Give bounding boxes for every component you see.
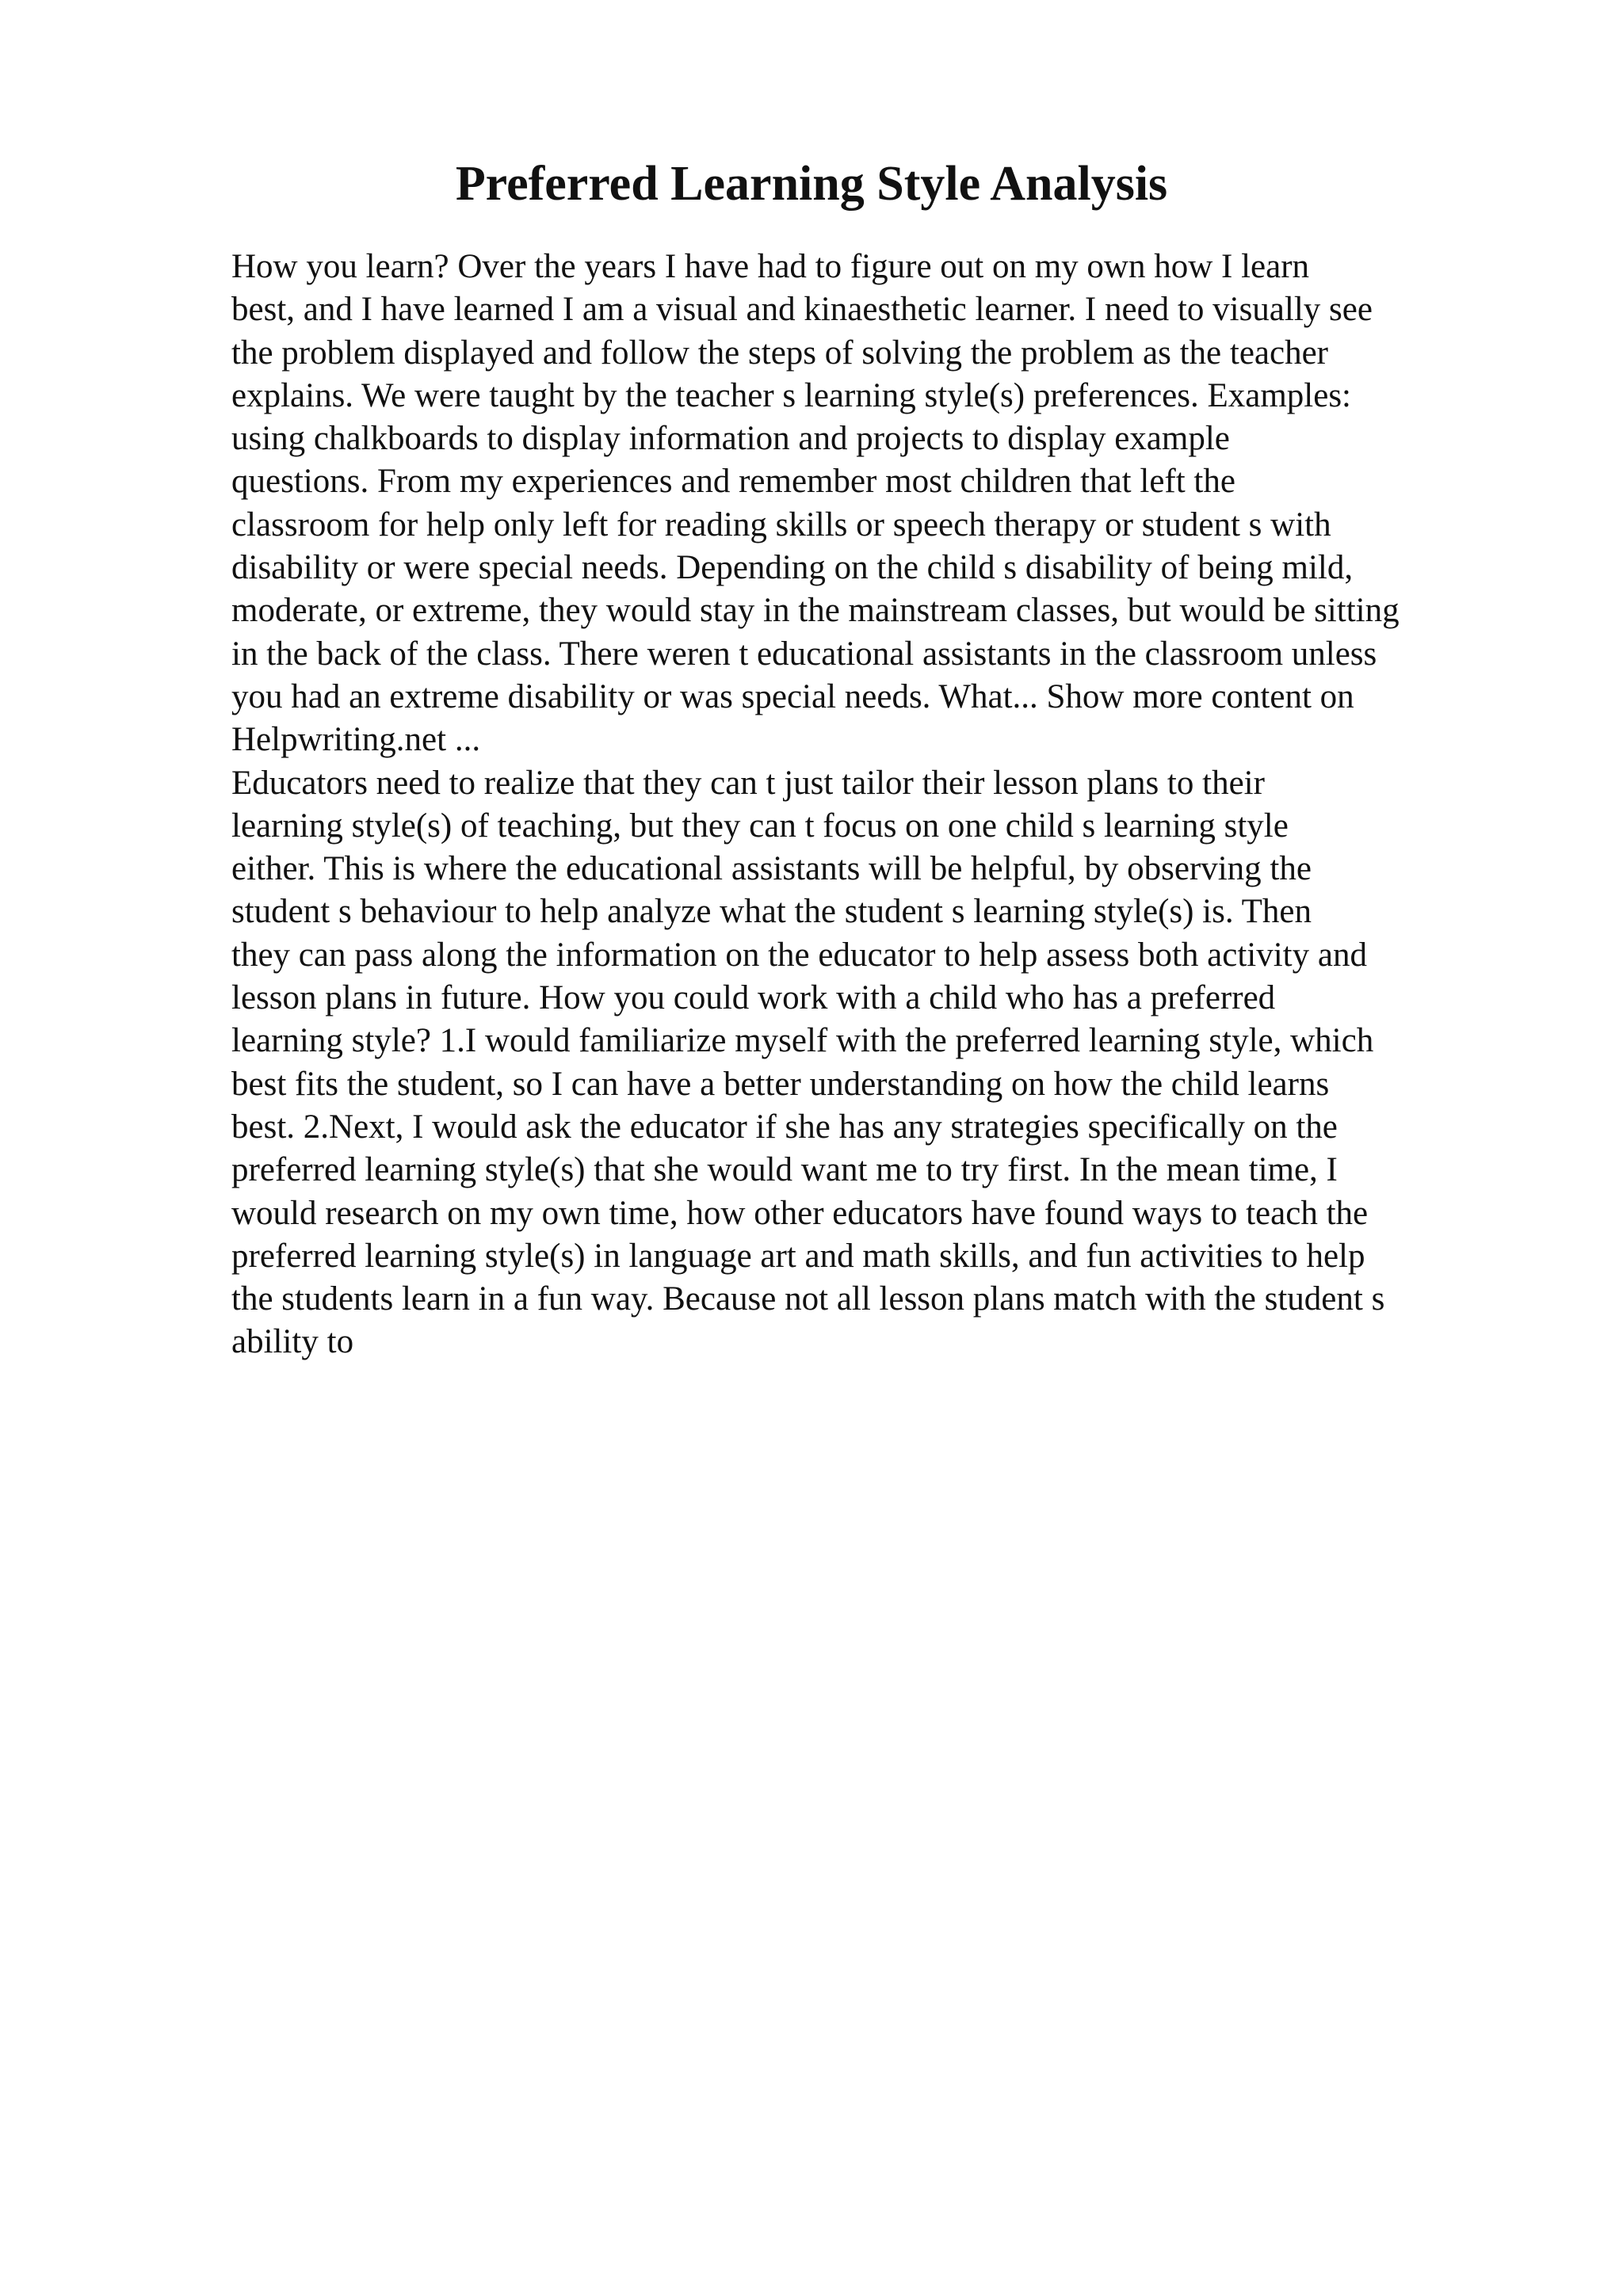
text-line: moderate, or extreme, they would stay in the mainstream classes, but would be sitting bbox=[231, 592, 1400, 630]
text-line: preferred learning style(s) in language art and math skills, and fun activities to help bbox=[231, 1237, 1365, 1275]
document-title: Preferred Learning Style Analysis bbox=[455, 157, 1168, 211]
text-line: using chalkboards to display information and projects to display example bbox=[231, 420, 1230, 458]
text-line: best, and I have learned I am a visual and kinaesthetic learner. I need to visually see bbox=[231, 291, 1373, 329]
text-line: How you learn? Over the years I have had to figure out on my own how I learn bbox=[231, 248, 1310, 285]
text-line: lesson plans in future. How you could work with a child who has a preferred bbox=[231, 979, 1276, 1017]
text-line: preferred learning style(s) that she would want me to try first. In the mean time, I bbox=[231, 1151, 1338, 1189]
text-line: in the back of the class. There weren t educational assistants in the classroom unless bbox=[231, 635, 1377, 673]
text-line: explains. We were taught by the teacher s learning style(s) preferences. Examples: bbox=[231, 376, 1351, 414]
text-line: ability to bbox=[231, 1323, 354, 1361]
text-line: questions. From my experiences and remember most children that left the bbox=[231, 463, 1235, 501]
text-line: learning style(s) of teaching, but they can t focus on one child s learning style bbox=[231, 807, 1289, 845]
text-line: the students learn in a fun way. Because not all lesson plans match with the student s bbox=[231, 1280, 1385, 1318]
text-line: best fits the student, so I can have a better understanding on how the child learns bbox=[231, 1065, 1330, 1103]
text-line: you had an extreme disability or was special needs. What... Show more content on bbox=[231, 677, 1354, 715]
text-line: disability or were special needs. Depending on the child s disability of being mild, bbox=[231, 549, 1354, 587]
text-line: Helpwriting.net ... bbox=[231, 721, 481, 759]
text-line: classroom for help only left for reading skills or speech therapy or student s with bbox=[231, 505, 1331, 543]
text-line: would research on my own time, how other educators have found ways to teach the bbox=[231, 1194, 1369, 1232]
text-line: learning style? 1.I would familiarize myself with the preferred learning style, which bbox=[231, 1022, 1374, 1060]
text-line: they can pass along the information on the educator to help assess both activity and bbox=[231, 936, 1367, 974]
text-line: student s behaviour to help analyze what the student s learning style(s) is. Then bbox=[231, 893, 1312, 931]
text-line: the problem displayed and follow the steps of solving the problem as the teacher bbox=[231, 334, 1328, 372]
text-line: either. This is where the educational assistants will be helpful, by observing the bbox=[231, 850, 1312, 888]
text-line: Educators need to realize that they can t just tailor their lesson plans to their bbox=[231, 764, 1265, 802]
document-body bbox=[231, 246, 1515, 1364]
text-line: best. 2.Next, I would ask the educator if she has any strategies specifically on the bbox=[231, 1108, 1338, 1146]
